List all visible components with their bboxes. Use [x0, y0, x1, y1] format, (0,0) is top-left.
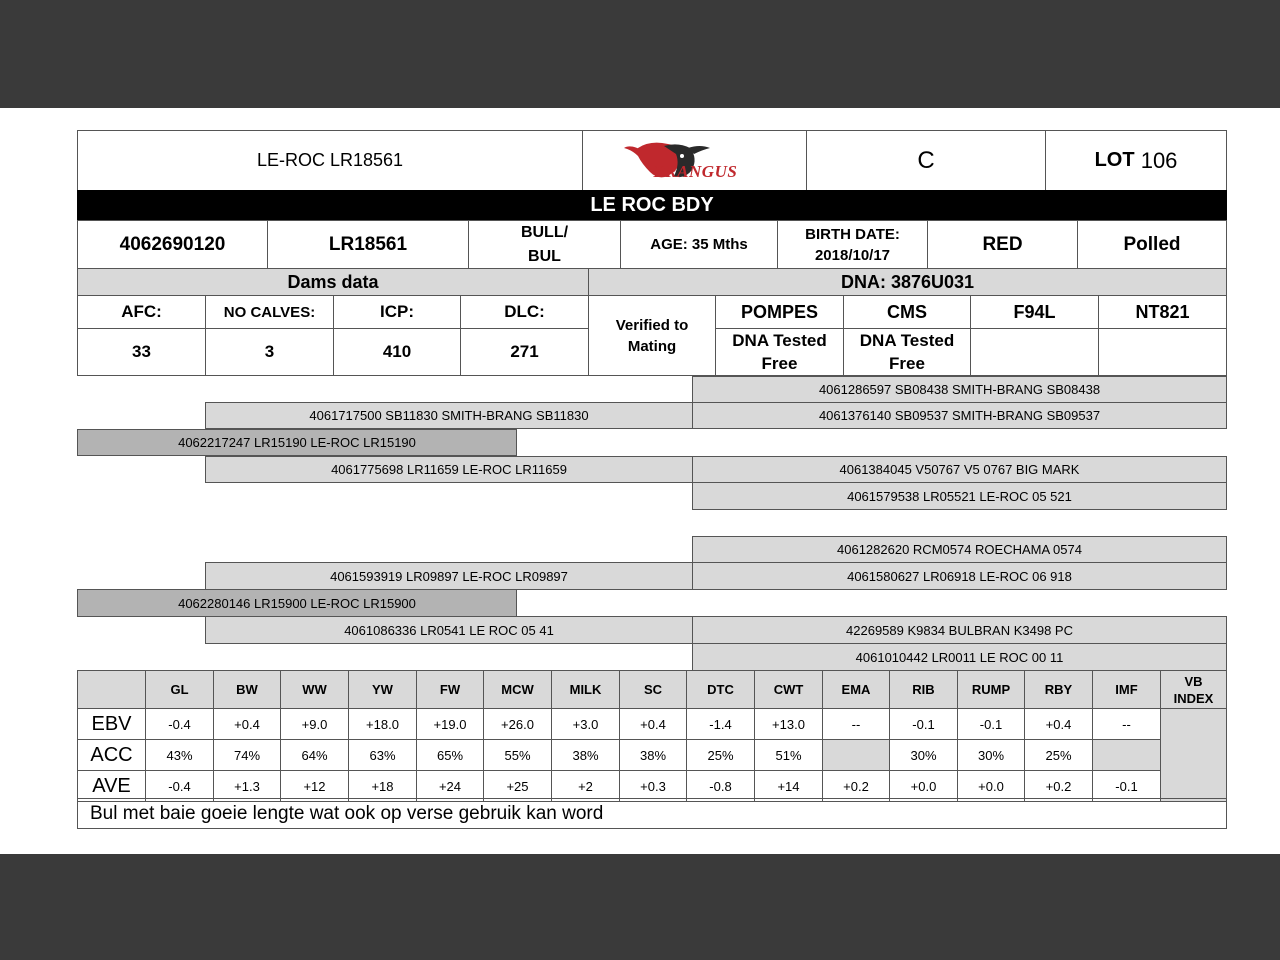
animal-reg-name: LE-ROC LR18561	[77, 130, 583, 191]
pedigree-sire-dam-sire: 4061384045 V50767 V5 0767 BIG MARK	[692, 456, 1227, 483]
pedigree-dam-dam: 4061086336 LR0541 LE ROC 05 41	[205, 616, 693, 644]
ebv-cell-acc-yw: 63%	[348, 739, 417, 771]
dams-header-dlc: DLC:	[460, 295, 589, 329]
ebv-cell-ave-cwt: +14	[754, 770, 823, 802]
dna-result-line1: DNA Tested	[859, 331, 955, 350]
ebv-cell-acc-rump: 30%	[957, 739, 1025, 771]
ebv-cell-ebv-imf: --	[1092, 708, 1161, 740]
dna-result-pompes	[715, 328, 844, 376]
ebv-row-label-ave: AVE	[77, 770, 146, 802]
ebv-row-label-acc: ACC	[77, 739, 146, 771]
dams-header-afc: AFC:	[77, 295, 206, 329]
pedigree-sire-sire-sire: 4061286597 SB08438 SMITH-BRANG SB08438	[692, 376, 1227, 403]
ebv-cell-ebv-cwt: +13.0	[754, 708, 823, 740]
dams-value-dlc: 271	[460, 328, 589, 376]
birth-date-value: 2018/10/17	[814, 246, 891, 264]
ebv-header-ww: WW	[280, 670, 349, 709]
birth-date-cell	[777, 220, 928, 269]
ebv-cell-ebv-fw: +19.0	[416, 708, 484, 740]
lot-box	[1045, 130, 1227, 191]
ebv-header-gl: GL	[145, 670, 214, 709]
ebv-cell-acc-sc: 38%	[619, 739, 687, 771]
ebv-header-rib: RIB	[889, 670, 958, 709]
ebv-cell-acc-rby: 25%	[1024, 739, 1093, 771]
ebv-cell-acc-gl: 43%	[145, 739, 214, 771]
brangus-logo	[582, 130, 807, 191]
pedigree-sire: 4062217247 LR15190 LE-ROC LR15190	[77, 429, 517, 456]
dna-result-line2: Free	[761, 354, 798, 373]
dna-test-f94l: F94L	[970, 295, 1099, 329]
ebv-cell-ave-gl: -0.4	[145, 770, 214, 802]
pedigree-dam-dam-dam: 4061010442 LR0011 LE ROC 00 11	[692, 643, 1227, 671]
verified-line2: Mating	[627, 337, 677, 355]
ebv-cell-ebv-sc: +0.4	[619, 708, 687, 740]
pedigree-sire-sire-dam: 4061376140 SB09537 SMITH-BRANG SB09537	[692, 402, 1227, 429]
dna-test-nt821: NT821	[1098, 295, 1227, 329]
pedigree-dam-sire-sire: 4061282620 RCM0574 ROECHAMA 0574	[692, 536, 1227, 563]
dams-value-afc: 33	[77, 328, 206, 376]
age-cell: AGE: 35 Mths	[620, 220, 778, 269]
ebv-header-corner	[77, 670, 146, 709]
ebv-cell-ave-ema: +0.2	[822, 770, 890, 802]
dams-value-no-calves: 3	[205, 328, 334, 376]
vb-index-vb_line2: INDEX	[1173, 690, 1214, 706]
pedigree-dam-sire: 4061593919 LR09897 LE-ROC LR09897	[205, 562, 693, 590]
ebv-cell-ebv-dtc: -1.4	[686, 708, 755, 740]
dna-title: DNA: 3876U031	[588, 268, 1227, 296]
pedigree-sire-dam: 4061775698 LR11659 LE-ROC LR11659	[205, 456, 693, 483]
grade-letter: C	[806, 130, 1046, 191]
ebv-cell-ave-imf: -0.1	[1092, 770, 1161, 802]
dna-result-nt821	[1098, 328, 1227, 376]
lot-label: LOT	[1094, 149, 1135, 171]
pedigree-dam-dam-sire: 42269589 K9834 BULBRAN K3498 PC	[692, 616, 1227, 644]
ebv-cell-ebv-milk: +3.0	[551, 708, 620, 740]
ebv-cell-ave-fw: +24	[416, 770, 484, 802]
sex-line1: BULL/	[520, 223, 569, 241]
ebv-cell-acc-mcw: 55%	[483, 739, 552, 771]
pedigree-sire-dam-dam: 4061579538 LR05521 LE-ROC 05 521	[692, 482, 1227, 510]
ebv-cell-acc-rib: 30%	[889, 739, 958, 771]
ebv-header-dtc: DTC	[686, 670, 755, 709]
dna-result-line1: DNA Tested	[732, 331, 827, 350]
ebv-header-rby: RBY	[1024, 670, 1093, 709]
ebv-cell-ave-mcw: +25	[483, 770, 552, 802]
ebv-header-yw: YW	[348, 670, 417, 709]
ebv-cell-acc-imf	[1092, 739, 1161, 771]
comment: Bul met baie goeie lengte wat ook op verse gebruik kan word	[77, 798, 1227, 829]
ebv-cell-ave-sc: +0.3	[619, 770, 687, 802]
ebv-header-mcw: MCW	[483, 670, 552, 709]
sex-line2: BUL	[528, 247, 561, 265]
ebv-cell-ebv-mcw: +26.0	[483, 708, 552, 740]
ebv-cell-ebv-ww: +9.0	[280, 708, 349, 740]
ebv-header-milk: MILK	[551, 670, 620, 709]
verified-line1: Verified to	[615, 316, 689, 334]
brangus-wordmark: BRANGUS	[653, 161, 738, 181]
ebv-cell-ave-dtc: -0.8	[686, 770, 755, 802]
ebv-cell-ebv-rib: -0.1	[889, 708, 958, 740]
ebv-vb-index-value	[1160, 708, 1227, 802]
dna-result-f94l	[970, 328, 1099, 376]
ebv-cell-acc-cwt: 51%	[754, 739, 823, 771]
ebv-cell-ebv-bw: +0.4	[213, 708, 281, 740]
ebv-cell-acc-fw: 65%	[416, 739, 484, 771]
ebv-header-fw: FW	[416, 670, 484, 709]
ebv-header-ema: EMA	[822, 670, 890, 709]
dams-header-no-calves: NO CALVES:	[205, 295, 334, 329]
color-cell: RED	[927, 220, 1078, 269]
ebv-row-label-ebv: EBV	[77, 708, 146, 740]
animal-reg: LR18561	[267, 220, 469, 269]
dams-data-title: Dams data	[77, 268, 589, 296]
ebv-cell-ave-ww: +12	[280, 770, 349, 802]
ebv-header-cwt: CWT	[754, 670, 823, 709]
pedigree-sire-sire: 4061717500 SB11830 SMITH-BRANG SB11830	[205, 402, 693, 429]
ebv-cell-ebv-gl: -0.4	[145, 708, 214, 740]
horn-cell: Polled	[1077, 220, 1227, 269]
dna-result-line2: Free	[889, 354, 925, 373]
ebv-cell-acc-bw: 74%	[213, 739, 281, 771]
birth-date-label: BIRTH DATE:	[805, 225, 900, 243]
dna-result-cms	[843, 328, 971, 376]
ebv-cell-ebv-rby: +0.4	[1024, 708, 1093, 740]
lot-number: 106	[1140, 147, 1178, 173]
ebv-cell-acc-ww: 64%	[280, 739, 349, 771]
verified-to-mating	[588, 295, 716, 376]
ebv-header-bw: BW	[213, 670, 281, 709]
ebv-header-imf: IMF	[1092, 670, 1161, 709]
ebv-cell-ave-rby: +0.2	[1024, 770, 1093, 802]
animal-name-bar: LE ROC BDY	[77, 190, 1227, 221]
ebv-cell-ave-rib: +0.0	[889, 770, 958, 802]
ebv-cell-ebv-ema: --	[822, 708, 890, 740]
sex-cell	[468, 220, 621, 269]
dams-header-icp: ICP:	[333, 295, 461, 329]
ebv-cell-ave-rump: +0.0	[957, 770, 1025, 802]
ebv-cell-ebv-rump: -0.1	[957, 708, 1025, 740]
pedigree-dam: 4062280146 LR15900 LE-ROC LR15900	[77, 589, 517, 617]
dams-value-icp: 410	[333, 328, 461, 376]
ebv-header-rump: RUMP	[957, 670, 1025, 709]
animal-id: 4062690120	[77, 220, 268, 269]
ebv-cell-acc-dtc: 25%	[686, 739, 755, 771]
ebv-cell-ave-bw: +1.3	[213, 770, 281, 802]
sale-sheet	[0, 108, 1280, 854]
ebv-cell-ave-yw: +18	[348, 770, 417, 802]
ebv-cell-acc-milk: 38%	[551, 739, 620, 771]
ebv-header-vb-index	[1160, 670, 1227, 709]
ebv-cell-ebv-yw: +18.0	[348, 708, 417, 740]
dna-test-cms: CMS	[843, 295, 971, 329]
pedigree-dam-sire-dam: 4061580627 LR06918 LE-ROC 06 918	[692, 562, 1227, 590]
ebv-cell-acc-ema	[822, 739, 890, 771]
dna-test-pompes: POMPES	[715, 295, 844, 329]
ebv-header-sc: SC	[619, 670, 687, 709]
ebv-cell-ave-milk: +2	[551, 770, 620, 802]
vb-index-vb_line1: VB	[1184, 673, 1203, 689]
